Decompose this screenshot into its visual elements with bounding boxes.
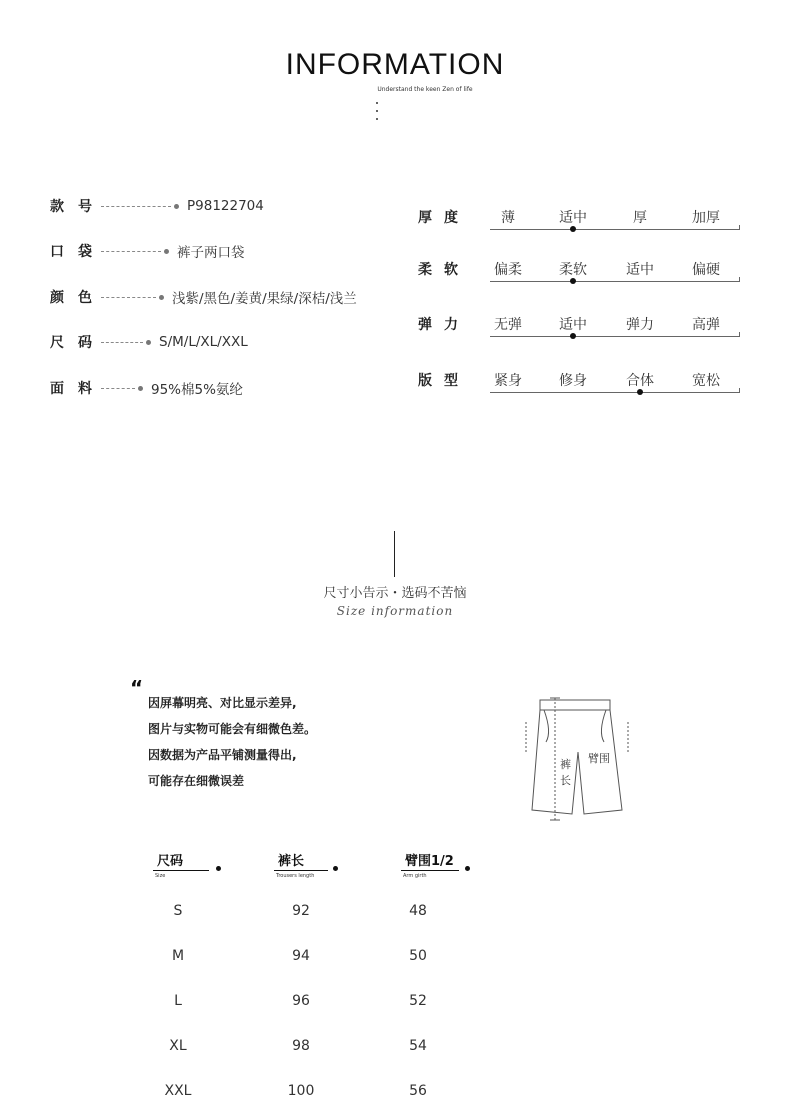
info-row-colors	[50, 286, 357, 308]
table-cell: 92	[292, 903, 310, 919]
scale-option: 加厚	[692, 210, 720, 226]
decorative-dots	[376, 102, 380, 126]
info-label: 口袋	[50, 244, 106, 260]
scale-option: 厚	[633, 210, 647, 226]
scale-marker	[570, 278, 576, 284]
table-header-girth: 臂围1/2	[405, 854, 454, 869]
dash-leader	[101, 388, 135, 389]
scale-label: 版型	[418, 373, 470, 389]
table-header-girth-sub: Arm girth	[403, 873, 427, 879]
dash-leader	[101, 342, 143, 343]
scale-thickness	[418, 205, 740, 235]
girth-label: 臂围	[588, 752, 610, 765]
info-row-style-number	[50, 195, 264, 217]
scale-option: 无弹	[494, 317, 522, 333]
size-section-title: 尺寸小告示・选码不苦恼	[323, 586, 467, 601]
table-cell: 48	[409, 903, 427, 919]
scale-marker	[570, 333, 576, 339]
dash-leader	[101, 206, 171, 207]
left-pocket	[544, 710, 549, 742]
scale-option: 适中	[626, 262, 654, 278]
table-cell: XXL	[164, 1083, 192, 1099]
right-pocket	[601, 710, 606, 742]
header-underline	[153, 870, 209, 871]
table-cell: XL	[169, 1038, 187, 1054]
info-row-pockets	[50, 240, 245, 262]
scale-marker	[637, 389, 643, 395]
scale-line	[490, 392, 740, 393]
scale-option: 高弹	[692, 317, 720, 333]
scale-option: 薄	[501, 210, 515, 226]
scale-option: 紧身	[494, 373, 522, 389]
table-cell: 52	[409, 993, 427, 1009]
scale-elasticity	[418, 312, 740, 342]
scale-softness	[418, 257, 740, 287]
table-cell: 54	[409, 1038, 427, 1054]
scale-line	[490, 336, 740, 337]
table-header-length: 裤长	[278, 854, 305, 869]
section-divider-line	[394, 531, 395, 577]
header-dot	[333, 866, 338, 871]
table-cell: 50	[409, 948, 427, 964]
scale-option: 适中	[559, 210, 587, 226]
dash-leader	[101, 251, 161, 252]
table-header-size: 尺码	[157, 854, 184, 869]
page-subtitle: Understand the keen Zen of life	[377, 86, 473, 93]
scale-label: 柔软	[418, 262, 470, 278]
scale-option: 柔软	[559, 262, 587, 278]
scale-label: 厚度	[418, 210, 470, 226]
shorts-diagram	[522, 692, 634, 824]
info-label: 面料	[50, 381, 106, 397]
info-label: 尺码	[50, 335, 106, 351]
scale-option: 弹力	[626, 317, 654, 333]
table-cell: 98	[292, 1038, 310, 1054]
leader-dot	[174, 204, 179, 209]
scale-line	[490, 281, 740, 282]
scale-option: 适中	[559, 317, 587, 333]
scale-label: 弹力	[418, 317, 470, 333]
table-cell: 94	[292, 948, 310, 964]
scale-fit	[418, 368, 740, 398]
leader-dot	[138, 386, 143, 391]
info-value: 裤子两口袋	[177, 245, 245, 261]
header-underline	[401, 870, 459, 871]
size-section-script: Size information	[336, 604, 454, 618]
page-title: INFORMATION	[285, 48, 505, 81]
measurement-notice	[148, 690, 316, 794]
info-label: 款号	[50, 199, 106, 215]
notice-line: 图片与实物可能会有细微色差。	[148, 722, 317, 736]
table-cell: M	[171, 948, 185, 964]
info-value: P98122704	[187, 198, 264, 214]
dash-leader	[101, 297, 156, 298]
header-dot	[216, 866, 221, 871]
header-dot	[465, 866, 470, 871]
leader-dot	[146, 340, 151, 345]
scale-option: 合体	[626, 373, 654, 389]
notice-line: 可能存在细微误差	[148, 774, 245, 788]
table-cell: L	[174, 993, 182, 1009]
scale-option: 修身	[559, 373, 587, 389]
table-cell: 96	[292, 993, 310, 1009]
scale-marker	[570, 226, 576, 232]
header-underline	[274, 870, 328, 871]
leader-dot	[159, 295, 164, 300]
leader-dot	[164, 249, 169, 254]
length-label-1: 裤	[560, 758, 571, 771]
table-header-size-sub: Size	[155, 873, 166, 879]
table-cell: 100	[287, 1083, 315, 1099]
info-row-fabric	[50, 377, 243, 399]
scale-line	[490, 229, 740, 230]
waistband-shape	[540, 700, 610, 710]
scale-option: 宽松	[692, 373, 720, 389]
info-label: 颜色	[50, 290, 106, 306]
info-row-sizes	[50, 331, 248, 353]
notice-line: 因屏幕明亮、对比显示差异,	[148, 696, 297, 710]
scale-option: 偏柔	[494, 262, 522, 278]
table-header-length-sub: Trousers length	[276, 873, 315, 879]
scale-option: 偏硬	[692, 262, 720, 278]
quote-mark-icon: “	[130, 676, 144, 700]
info-value: S/M/L/XL/XXL	[159, 334, 248, 350]
table-cell: S	[173, 903, 183, 919]
info-value: 95%棉5%氨纶	[151, 382, 243, 398]
table-cell: 56	[409, 1083, 427, 1099]
length-label-2: 长	[560, 774, 571, 787]
notice-line: 因数据为产品平铺测量得出,	[148, 748, 297, 762]
info-value: 浅紫/黑色/姜黄/果绿/深桔/浅兰	[172, 291, 357, 307]
